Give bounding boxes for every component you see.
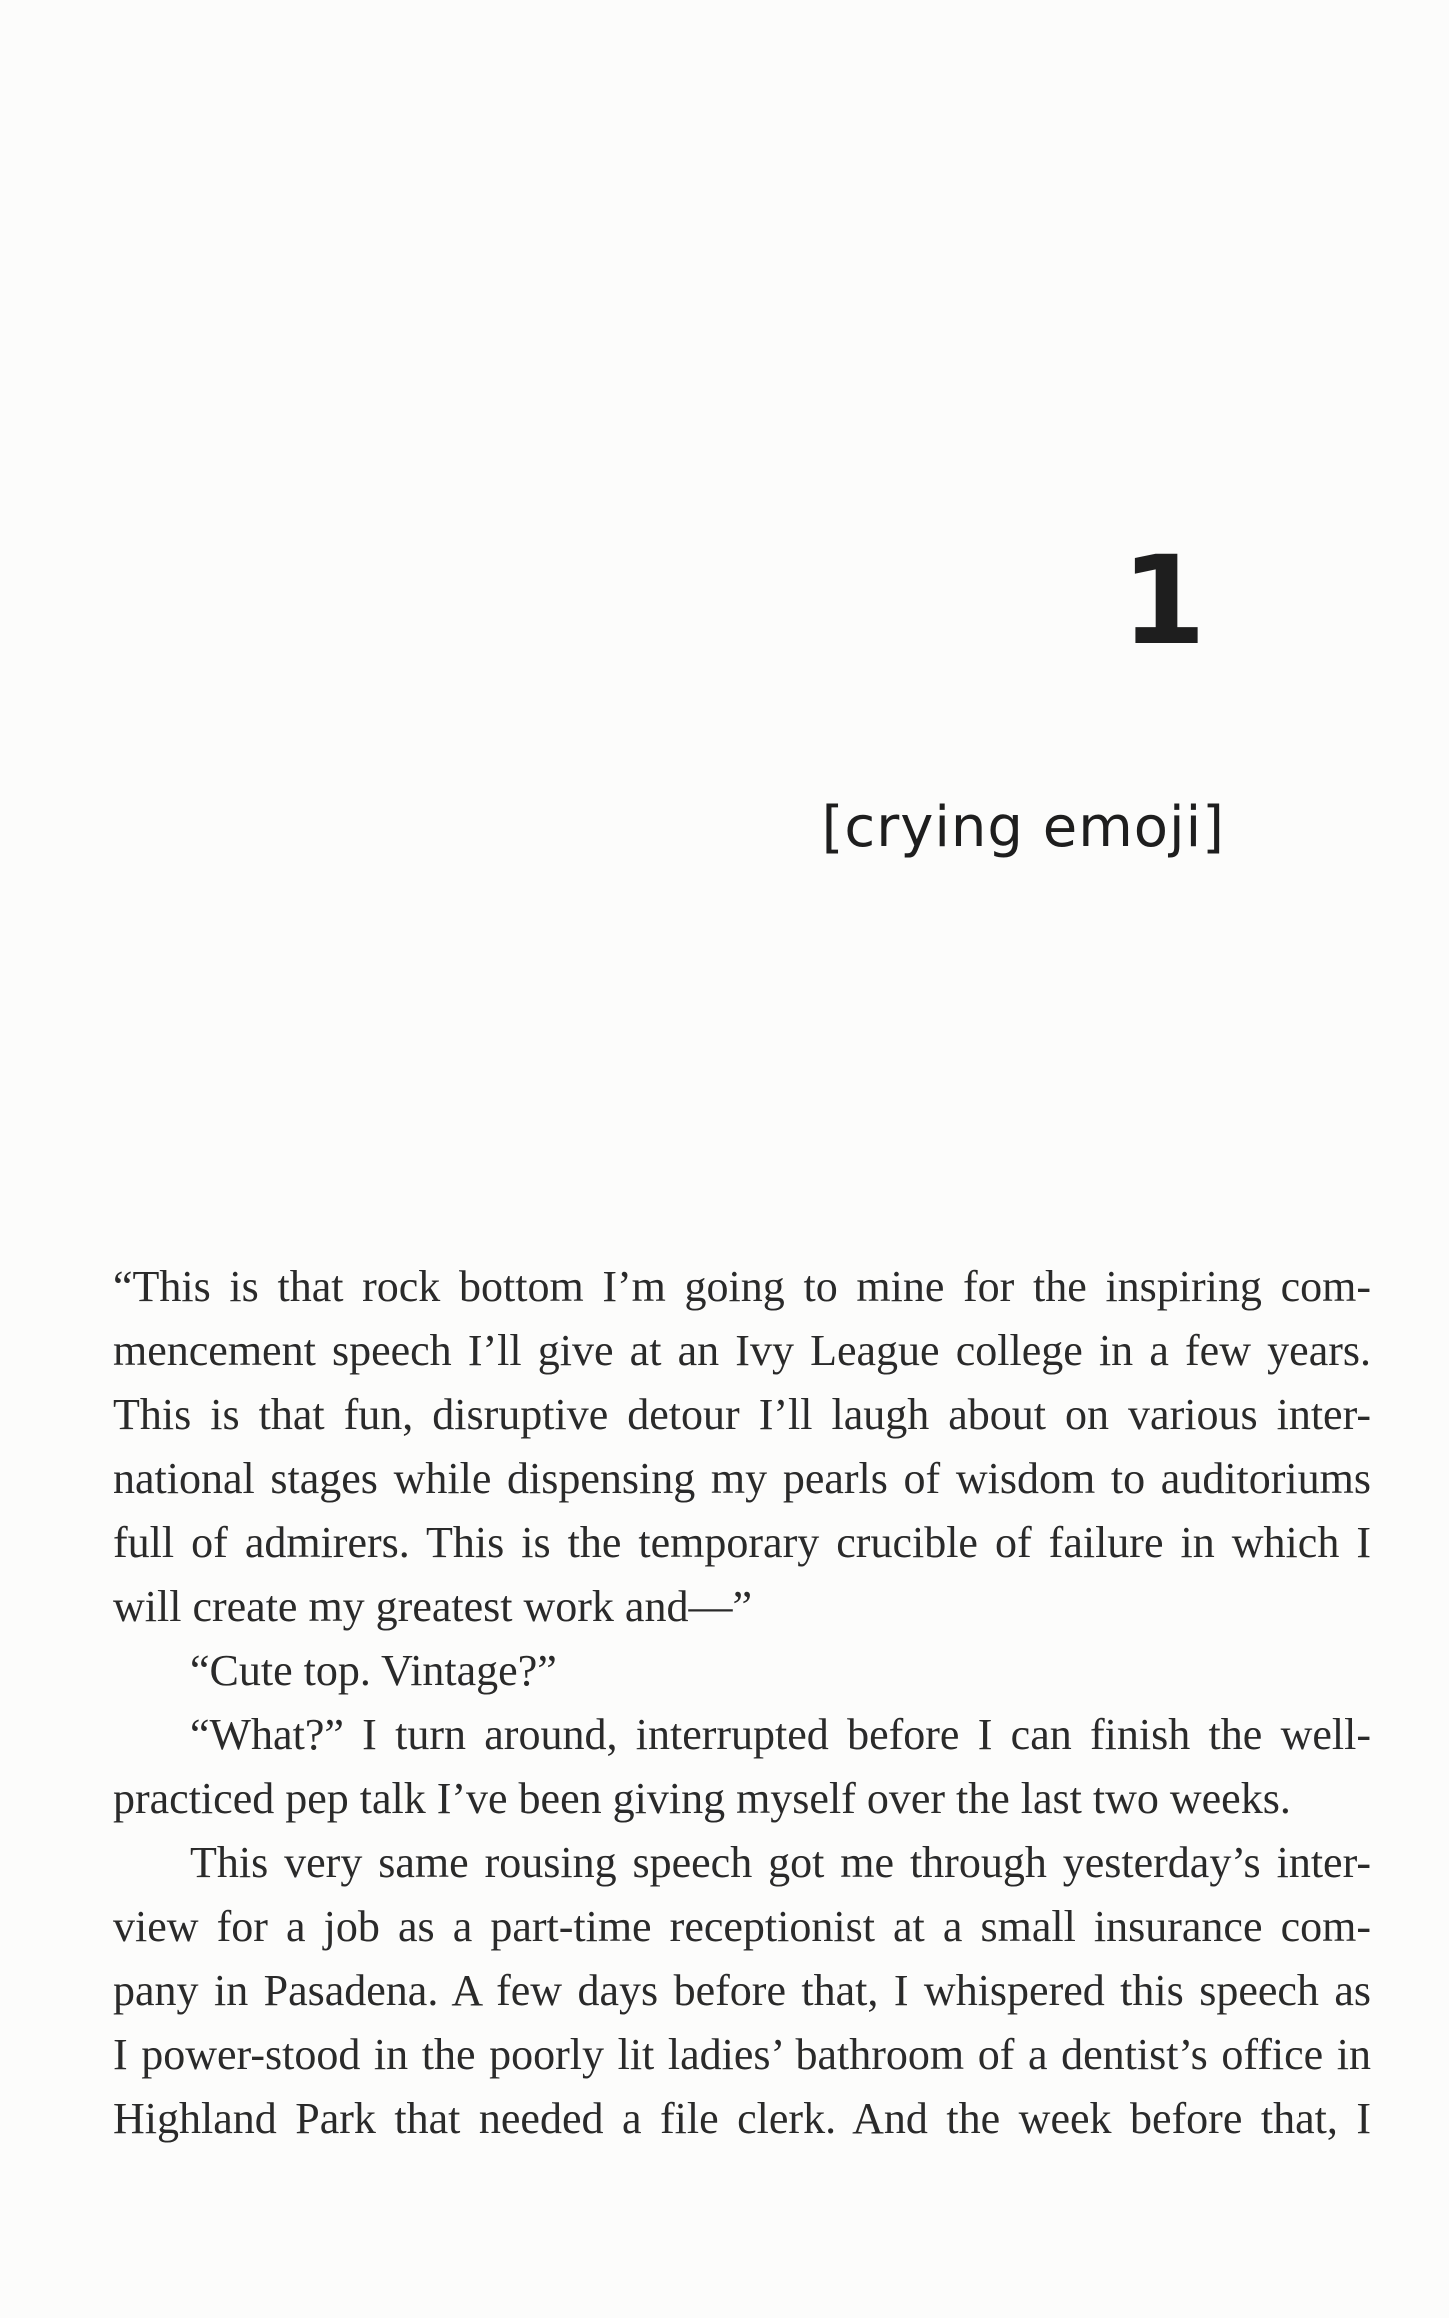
paragraph xyxy=(113,1639,1371,1703)
paragraph xyxy=(113,1831,1371,2151)
text-line: “Cute top. Vintage?” xyxy=(190,1646,557,1695)
text-line: national stages while dispensing my pearls of wisdom to auditoriums xyxy=(113,1454,1371,1503)
text-line: full of admirers. This is the temporary crucible of failure in which I xyxy=(113,1518,1371,1567)
text-line: practiced pep talk I’ve been giving myself over the last two weeks. xyxy=(113,1774,1291,1823)
text-line: pany in Pasadena. A few days before that, I whispered this speech as xyxy=(113,1966,1371,2015)
text-line: “This is that rock bottom I’m going to mine for the inspiring com- xyxy=(113,1262,1371,1311)
text-line: will create my greatest work and—” xyxy=(113,1582,752,1631)
text-line: This very same rousing speech got me through yesterday’s inter- xyxy=(190,1838,1371,1887)
paragraph xyxy=(113,1703,1371,1831)
text-line: Highland Park that needed a file clerk. And the week before that, I xyxy=(113,2094,1371,2143)
chapter-title: [crying emoji] xyxy=(821,795,1225,860)
text-line: This is that fun, disruptive detour I’ll laugh about on various inter- xyxy=(113,1390,1371,1439)
chapter-body xyxy=(113,1255,1371,2151)
text-line: “What?” I turn around, interrupted before I can finish the well- xyxy=(190,1710,1371,1759)
text-line: view for a job as a part-time receptionist at a small insurance com- xyxy=(113,1902,1371,1951)
paragraph xyxy=(113,1255,1371,1639)
chapter-number: 1 xyxy=(1121,530,1206,672)
text-line: I power-stood in the poorly lit ladies’ bathroom of a dentist’s office in xyxy=(113,2030,1371,2079)
text-line: mencement speech I’ll give at an Ivy League college in a few years. xyxy=(113,1326,1371,1375)
